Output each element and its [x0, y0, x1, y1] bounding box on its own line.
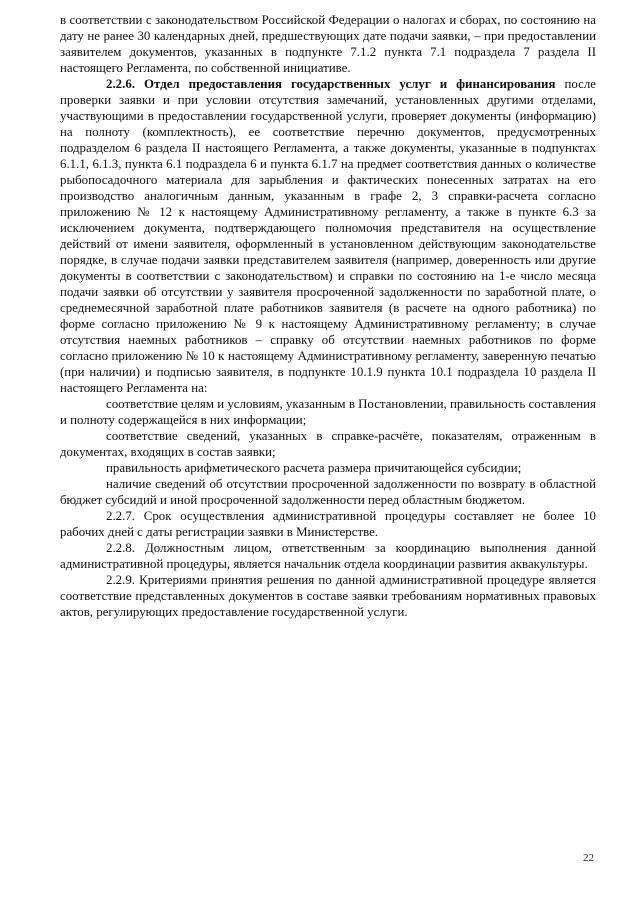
paragraph-2-2-8: 2.2.8. Должностным лицом, ответственным за координацию выполнения данной административной процедуры, является начальник отдела координации развития аквакультуры. — [60, 541, 596, 571]
page-number: 22 — [583, 852, 594, 864]
list-item-data-match: соответствие сведений, указанных в справке-расчёте, показателям, отраженным в документах, входящих в состав заявки; — [60, 429, 596, 459]
paragraph-intro: в соответствии с законодательством Российской Федерации о налогах и сборах, по состоянию на дату не ранее 30 календарных дней, предшествующих дате подачи заявки, – при предоставлении заявителем документов, указанных в подпункте 7.1.2 пункта 7.1 подраздела 7 раздела II настоящего Регламента, по собственной инициативе. — [60, 13, 596, 75]
list-item-goals: соответствие целям и условиям, указанным в Постановлении, правильность составления и полноту содержащейся в них информации; — [60, 397, 596, 427]
paragraph-2-2-6-body: после проверки заявки и при условии отсутствия замечаний, установленных другими отделами, участвующими в предоставлении государственной услуги, проверяет документы (информацию) на полноту (комплектность), ее соответствие перечню документов, предусмотренных подразделом 6 раздела II настоящего Регламента, а также документы, указанные в подпунктах 6.1.1, 6.1.3, пункта 6.1 подраздела 6 и пункта 6.1.7 на предмет соответствия данных о количестве рыбопосадочного материала для зарыбления и фактических понесенных затратах на его производство аналогичным данным, указанным в графе 2, 3 справки-расчета согласно приложению № 12 к настоящему Административному регламенту, а также в пункте 6.3 за исключением документа, подтверждающего полномочия представителя на осуществление действий от имени заявителя, оформленный в установленном действующим законодательстве порядке, в случае подачи заявки представителем заявителя (например, доверенность или другие документы в соответствии с законодательством) и справки по состоянию на 1-е число месяца подачи заявки об отсутствии у заявителя просроченной задолженности по заработной плате, о среднемесячной заработной плате работников заявителя (в расчете на одного работника) по форме согласно приложению № 9 к настоящему Административному регламенту; в случае отсутствия наемных работников – справку об отсутствии наемных работников по форме согласно приложению № 10 к настоящему Административному регламенту, заверенную печатью (при наличии) и подписью заявителя, в подпункте 10.1.9 пункта 10.1 подраздела 10 раздела II настоящего Регламента на: — [60, 77, 597, 395]
paragraph-2-2-6 — [60, 76, 596, 396]
list-item-arithmetic: правильность арифметического расчета размера причитающейся субсидии; — [106, 461, 522, 475]
paragraph-2-2-7: 2.2.7. Срок осуществления административной процедуры составляет не более 10 рабочих дней с даты регистрации заявки в Министерстве. — [60, 509, 596, 539]
section-heading-2-2-6: 2.2.6. Отдел предоставления государственных услуг и финансирования — [106, 77, 556, 91]
paragraph-2-2-9: 2.2.9. Критериями принятия решения по данной административной процедуре является соответствие представленных документов в составе заявки требованиям нормативных правовых актов, регулирующих предоставление государственной услуги. — [60, 573, 596, 619]
list-item-no-debt: наличие сведений об отсутствии просроченной задолженности по возврату в областной бюджет субсидий и иной просроченной задолженности перед областным бюджетом. — [60, 477, 596, 507]
document-body — [60, 12, 596, 620]
